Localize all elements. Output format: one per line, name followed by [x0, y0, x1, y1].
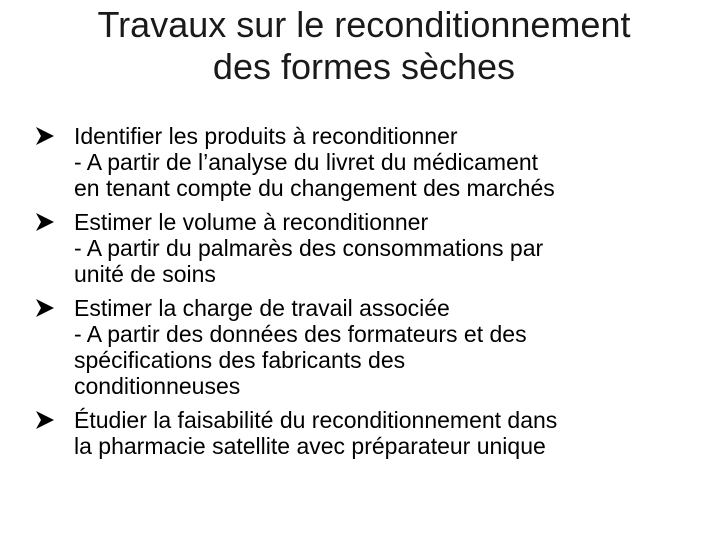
slide-title-line-2: des formes sèches	[212, 46, 516, 87]
slide-title	[30, 4, 698, 88]
bullet-line: en tenant compte du changement des marchés	[74, 175, 555, 201]
arrow-bullet-icon	[34, 126, 56, 146]
bullet-line: Estimer le volume à reconditionner	[74, 209, 429, 235]
bullet-line: spécifications des fabricants des	[74, 347, 406, 373]
bullet-item-estimate-volume	[34, 209, 684, 287]
bullet-line: - A partir du palmarès des consommations par	[74, 235, 544, 261]
arrow-bullet-icon	[34, 212, 56, 232]
bullet-item-estimate-workload	[34, 295, 684, 399]
arrow-bullet-icon	[34, 298, 56, 318]
arrow-bullet-icon	[34, 410, 56, 430]
slide-title-line-1: Travaux sur le reconditionnement	[97, 4, 631, 45]
bullet-item-study-feasibility	[34, 407, 684, 459]
bullet-list	[34, 123, 684, 467]
bullet-line: Étudier la faisabilité du reconditionnement dans	[74, 407, 558, 433]
bullet-line: Estimer la charge de travail associée	[74, 295, 450, 321]
bullet-line: - A partir des données des formateurs et des	[74, 321, 527, 347]
bullet-line: la pharmacie satellite avec préparateur unique	[74, 433, 546, 459]
bullet-line: conditionneuses	[74, 373, 241, 399]
bullet-line: - A partir de l’analyse du livret du médicament	[74, 149, 539, 175]
bullet-line: unité de soins	[74, 261, 216, 287]
bullet-item-identify-products	[34, 123, 684, 201]
bullet-line: Identifier les produits à reconditionner	[74, 123, 458, 149]
